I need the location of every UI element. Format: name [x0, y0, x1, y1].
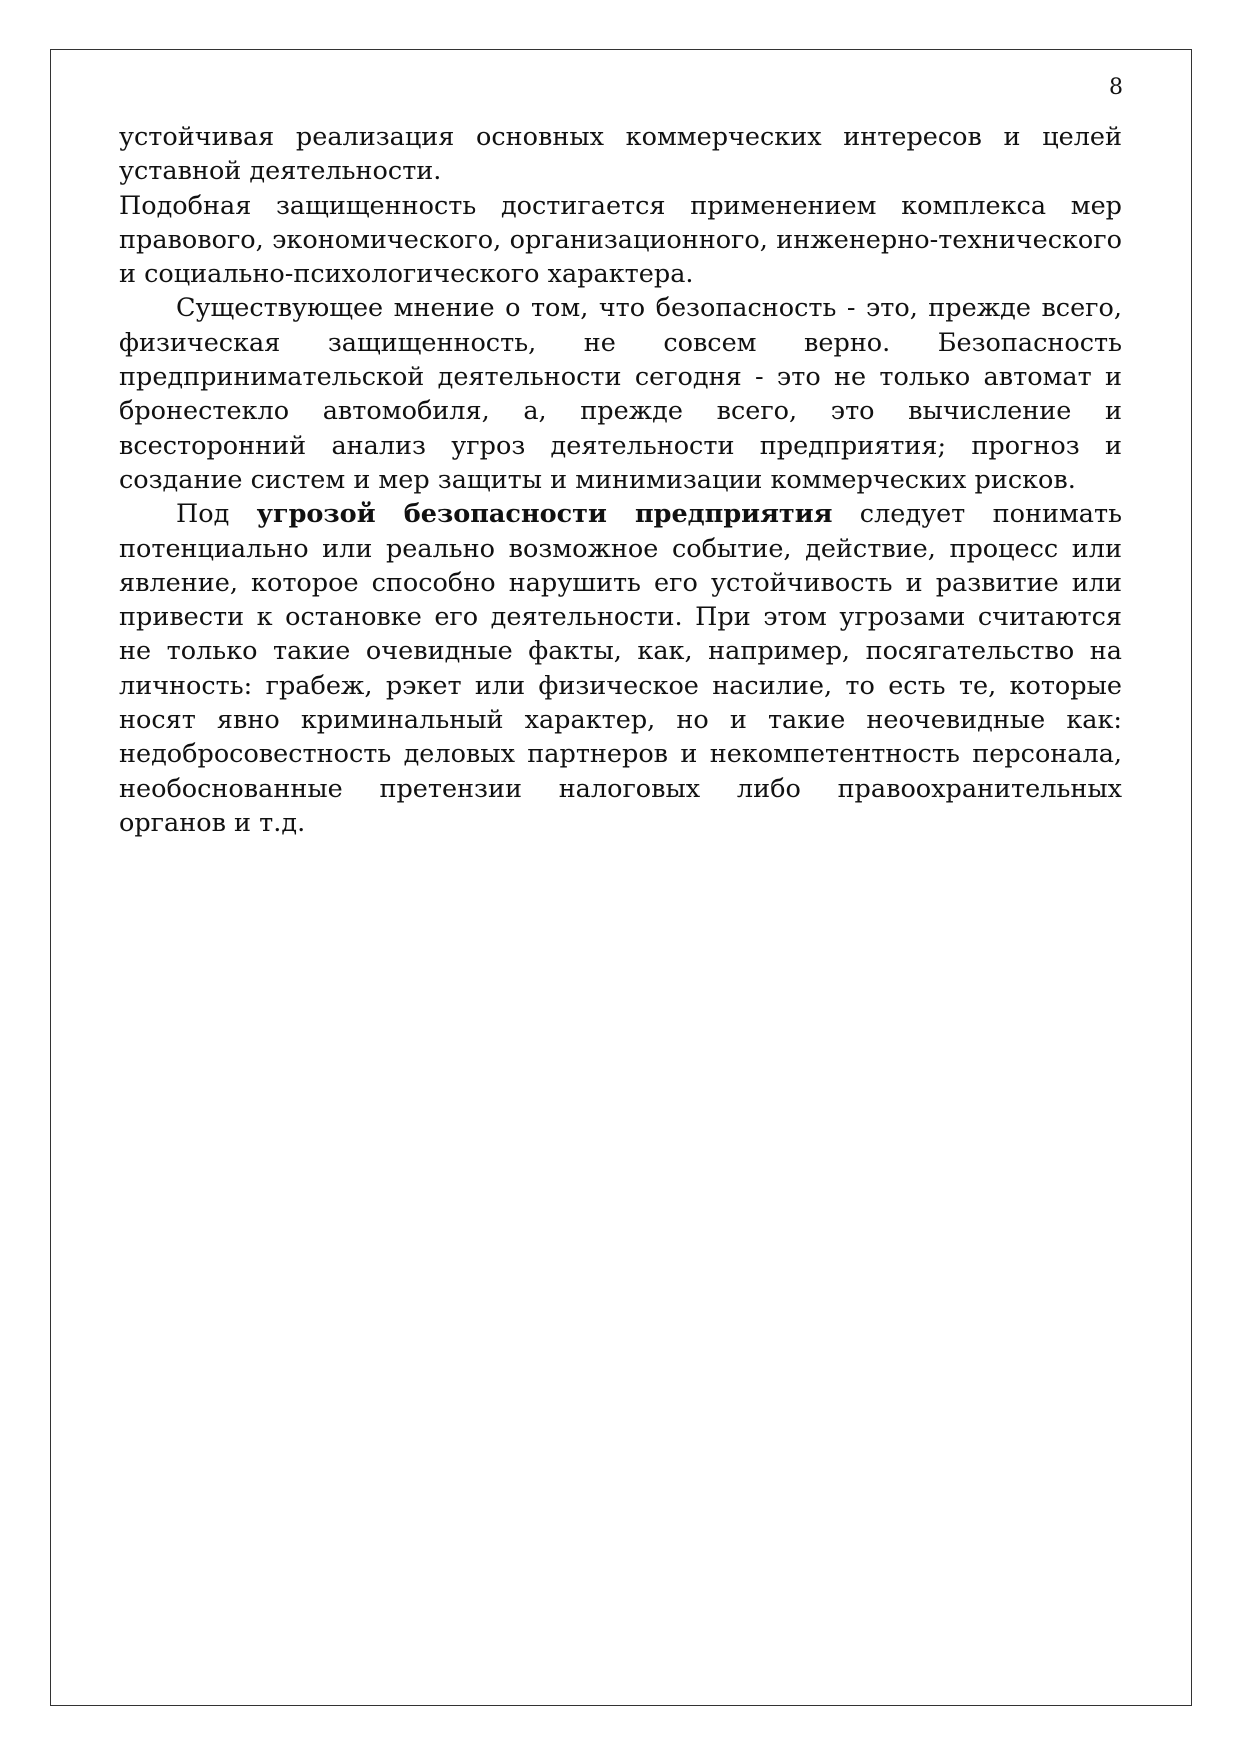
paragraph-2: Подобная защищенность достигается применением комплекса мер правового, экономического, организационного, инженерно-технического и социально-психологического характера.: [119, 190, 1122, 290]
page-body: [119, 120, 1122, 840]
page-number: 8: [1109, 75, 1123, 100]
paragraph-3: Существующее мнение о том, что безопасность - это, прежде всего, физическая защищенность, не совсем верно. Безопасность предпринимательской деятельности сегодня - это не только автомат и бронестекло автомобиля, а, прежде всего, это вычисление и всесторонний анализ угроз деятельности предприятия; прогноз и создание систем и мер защиты и минимизации коммерческих рисков.: [119, 293, 1122, 495]
paragraph-1: устойчивая реализация основных коммерческих интересов и целей уставной деятельности.: [119, 122, 1122, 187]
paragraph-4-lead: Под: [176, 499, 257, 530]
paragraph-4: [119, 497, 1122, 840]
term-threat-definition: угрозой безопасности предприятия: [256, 499, 833, 530]
paragraph-4-body: следует понимать потенциально или реально возможное событие, действие, процесс или явление, которое способно нарушить его устойчивость и развитие или привести к остановке его деятельности. При этом угрозами считаются не только такие очевидные факты, как, например, посягательство на личность: грабеж, рэкет или физическое насилие, то есть те, которые носят явно криминальный характер, но и такие неочевидные как: недобросовестность деловых партнеров и некомпетентность персонала, необоснованные претензии налоговых либо правоохранительных органов и т.д.: [119, 499, 1122, 838]
